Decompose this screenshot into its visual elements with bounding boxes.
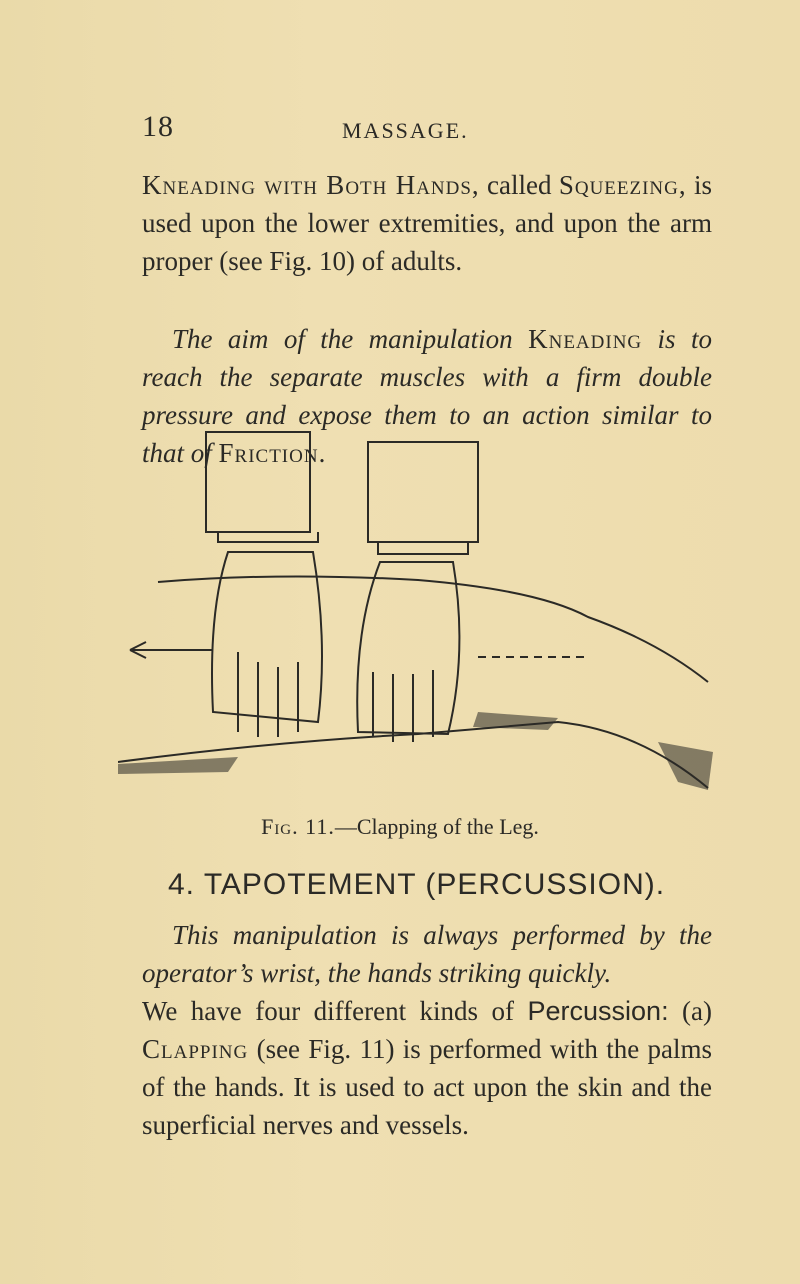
paragraph-kneading [142,166,712,280]
term-kneading-both-hands: Kneading with Both Hands, [142,170,480,200]
term-clapping: Clapping [142,1034,249,1064]
text: called [479,170,559,200]
figure-clapping-leg [118,412,718,802]
left-sleeve [206,432,310,532]
text: is used upon the lower extremities, and upon the arm proper (see Fig. 10) of adults. [142,170,712,276]
italic-text: is to reach the separate muscles with a firm double pressure and expose them to an action similar to that of [142,324,712,468]
caption-text: —Clapping of the Leg. [334,814,539,839]
section-heading: 4. TAPOTEMENT (PERCUSSION). [168,868,666,901]
text: We have four different kinds of [142,996,528,1026]
running-title: MASSAGE. [342,118,469,143]
italic-text: The aim of the manipulation [172,324,529,354]
right-sleeve [368,442,478,542]
leg-upper-edge [158,576,708,682]
page-header [142,110,702,150]
paragraph-tapotement: This manipulation is always performed by the operator’s wrist, the hands striking quickly. [142,920,712,988]
text: (see Fig. 11) is performed with the palms of the hands. It is used to act upon the skin and the superficial nerves and vessels. [142,1034,712,1140]
term-percussion: Percussion: [527,996,669,1026]
figure-caption [0,814,800,840]
text: (a) [668,996,713,1026]
term-squeezing: Squeezing, [558,170,687,200]
hands-illustration [118,412,718,802]
page-number: 18 [142,110,174,143]
term-kneading: Kneading [528,324,643,354]
paragraph-percussion [142,992,712,1144]
term-friction: Friction. [218,438,327,468]
caption-label: Fig. 11. [261,814,335,839]
